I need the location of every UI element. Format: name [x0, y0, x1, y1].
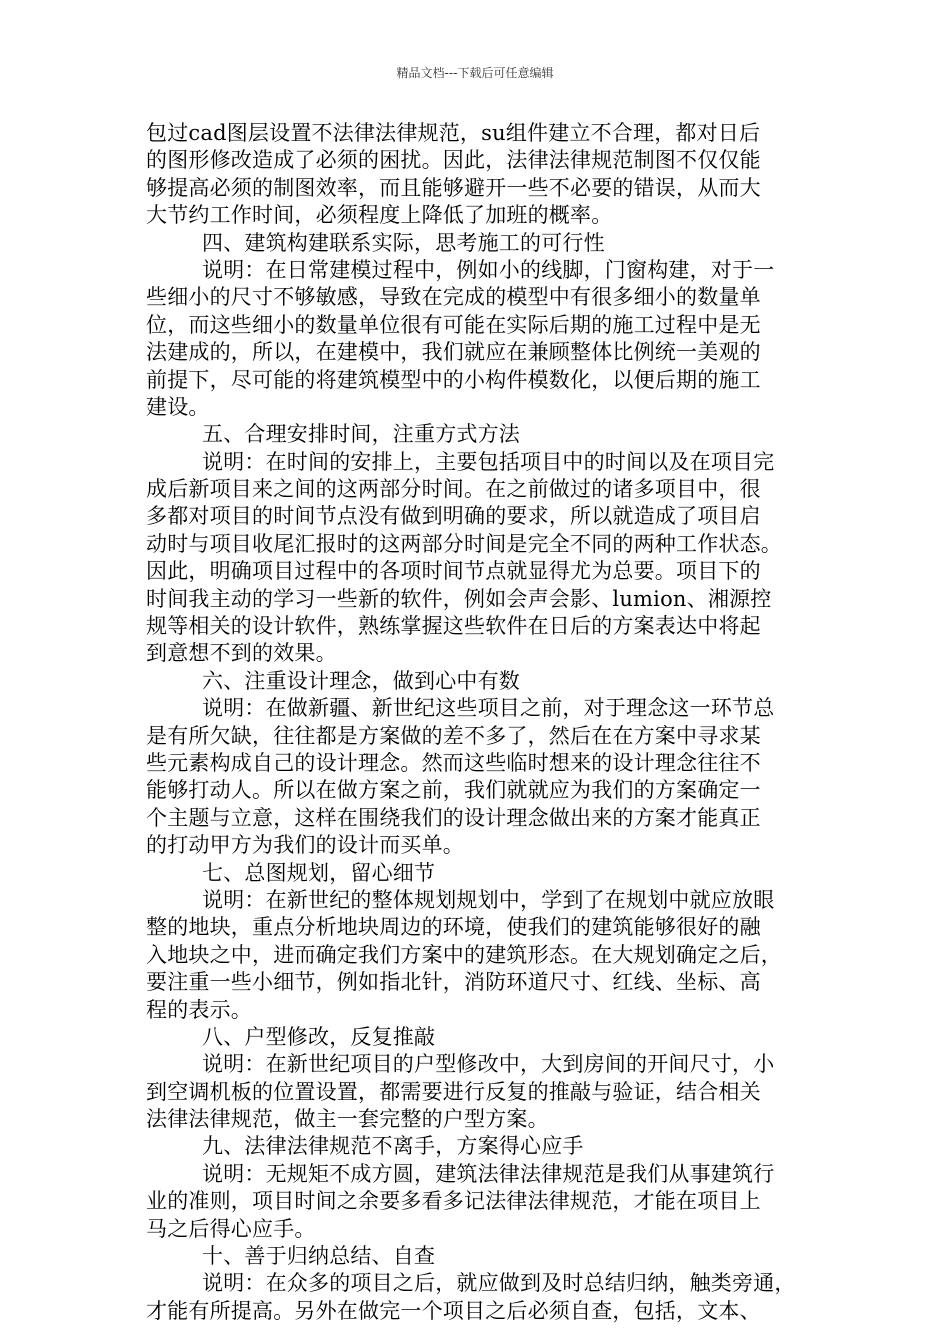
text-line: 五、合理安排时间，注重方式方法: [202, 422, 520, 447]
text-line: 动时与项目收尾汇报时的这两部分时间是完全不同的两种工作状态。: [146, 531, 782, 556]
text-line: 法律法律规范，做主一套完整的户型方案。: [146, 1107, 549, 1132]
text-line: 到意想不到的效果。: [146, 641, 337, 666]
text-line: 程的表示。: [146, 997, 252, 1022]
text-line: 要注重一些小细节，例如指北针，消防环道尺寸、红线、坐标、高: [146, 970, 761, 995]
text-line: 八、户型修改，反复推敲: [202, 1024, 436, 1049]
text-line: 些元素构成自己的设计理念。然而这些临时想来的设计理念往往不: [146, 750, 761, 775]
document-body: [146, 120, 822, 1325]
text-line: 因此，明确项目过程中的各项时间节点就显得尤为总要。项目下的: [146, 559, 761, 584]
page-header: 精品文档---下载后可任意编辑: [396, 66, 554, 80]
text-line: 些细小的尺寸不够敏感，导致在完成的模型中有很多细小的数量单: [146, 285, 761, 310]
text-line: 法建成的，所以，在建模中，我们就应在兼顾整体比例统一美观的: [146, 340, 761, 365]
text-line: 入地块之中，进而确定我们方案中的建筑形态。在大规划确定之后，: [146, 942, 782, 967]
text-line: 成后新项目来之间的这两部分时间。在之前做过的诸多项目中，很: [146, 477, 761, 502]
text-line: 说明：在众多的项目之后，就应做到及时总结归纳，触类旁通，: [202, 1271, 796, 1296]
text-line: 说明：在做新疆、新世纪这些项目之前，对于理念这一环节总: [202, 696, 775, 721]
text-line: 够提高必须的制图效率，而且能够避开一些不必要的错误，从而大: [146, 175, 761, 200]
text-line: 的打动甲方为我们的设计而买单。: [146, 833, 464, 858]
text-line: 前提下，尽可能的将建筑模型中的小构件模数化，以便后期的施工: [146, 367, 761, 392]
text-line: 说明：在新世纪的整体规划规划中，学到了在规划中就应放眼: [202, 887, 775, 912]
text-line: 时间我主动的学习一些新的软件，例如会声会影、lumion、湘源控: [146, 586, 772, 611]
text-line: 十、善于归纳总结、自查: [202, 1244, 436, 1269]
text-line: 六、注重设计理念，做到心中有数: [202, 668, 520, 693]
text-line: 是有所欠缺，往往都是方案做的差不多了，然后在在方案中寻求某: [146, 723, 761, 748]
text-line: 七、总图规划，留心细节: [202, 860, 436, 885]
text-line: 大节约工作时间，必须程度上降低了加班的概率。: [146, 203, 613, 228]
text-line: 九、法律法律规范不离手，方案得心应手: [202, 1134, 584, 1159]
text-line: 马之后得心应手。: [146, 1216, 316, 1241]
text-line: 整的地块，重点分析地块周边的环境，使我们的建筑能够很好的融: [146, 915, 761, 940]
text-line: 规等相关的设计软件，熟练掌握这些软件在日后的方案表达中将起: [146, 614, 761, 639]
text-line: 四、建筑构建联系实际，思考施工的可行性: [202, 230, 605, 255]
text-line: 到空调机板的位置设置，都需要进行反复的推敲与验证，结合相关: [146, 1079, 761, 1104]
text-line: 说明：无规矩不成方圆，建筑法律法律规范是我们从事建筑行: [202, 1161, 775, 1186]
text-line: 业的准则，项目时间之余要多看多记法律法律规范，才能在项目上: [146, 1189, 761, 1214]
text-line: 能够打动人。所以在做方案之前，我们就就应为我们的方案确定一: [146, 778, 761, 803]
text-line: 才能有所提高。另外在做完一个项目之后必须自查，包括，文本、: [146, 1298, 761, 1323]
text-line: 个主题与立意，这样在围绕我们的设计理念做出来的方案才能真正: [146, 805, 761, 830]
text-line: 位，而这些细小的数量单位很有可能在实际后期的施工过程中是无: [146, 312, 761, 337]
text-line: 说明：在时间的安排上，主要包括项目中的时间以及在项目完: [202, 449, 775, 474]
text-line: 建设。: [146, 394, 210, 419]
text-line: 多都对项目的时间节点没有做到明确的要求，所以就造成了项目启: [146, 504, 761, 529]
text-line: 包过cad图层设置不法律法律规范，su组件建立不合理，都对日后: [146, 121, 761, 145]
text-line: 的图形修改造成了必须的困扰。因此，法律法律规范制图不仅仅能: [146, 148, 761, 173]
text-line: 说明：在日常建模过程中，例如小的线脚，门窗构建，对于一: [202, 257, 775, 282]
text-line: 说明：在新世纪项目的户型修改中，大到房间的开间尺寸，小: [202, 1052, 775, 1077]
